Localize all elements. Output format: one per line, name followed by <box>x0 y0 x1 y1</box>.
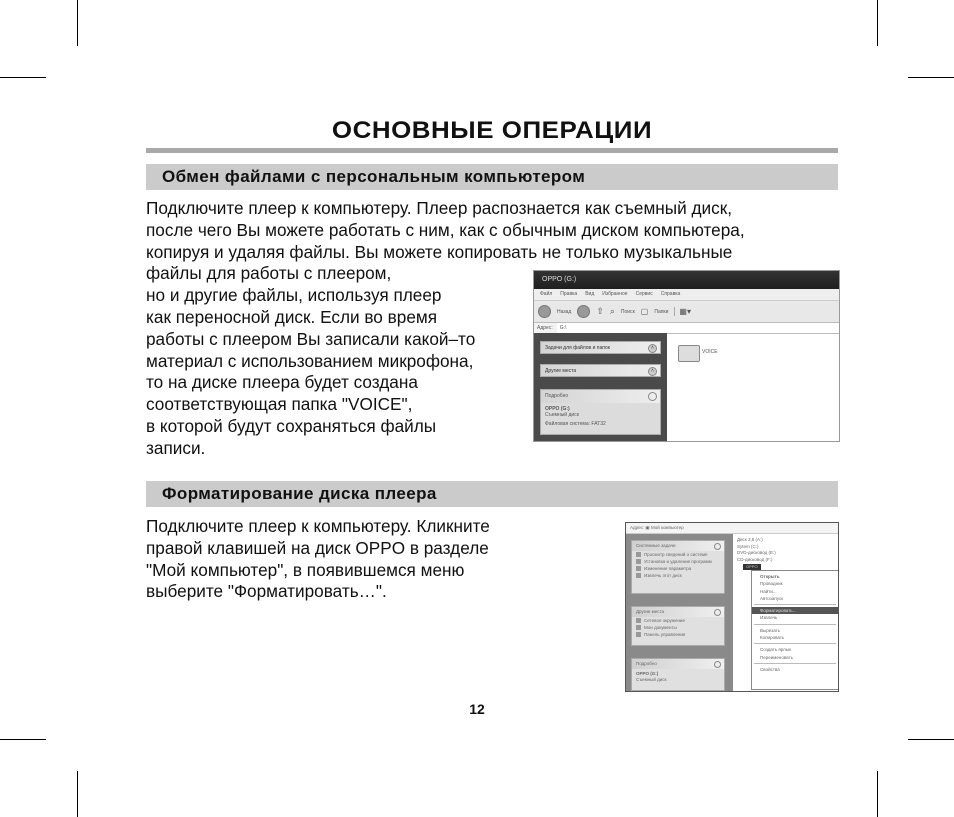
my-computer-screenshot <box>625 522 839 692</box>
context-menu-item: Копировать <box>760 635 785 641</box>
detail-line: OPPO (G:) <box>545 406 570 412</box>
text-line: но и другие файлы, используя плеер <box>146 285 442 306</box>
menu-separator <box>754 604 836 605</box>
panel-title: Подробно <box>636 661 657 666</box>
panel-title: Системные задачи <box>636 543 676 548</box>
search-icon: ⌕ <box>609 306 615 316</box>
chevron-up-icon <box>648 392 657 401</box>
back-label: Назад <box>557 308 572 315</box>
place-item: Сетевое окружение <box>632 617 724 624</box>
text-line: выберите "Форматировать…". <box>146 581 387 602</box>
folder-icon <box>678 345 700 362</box>
text-line: Подключите плеер к компьютеру. Плеер распознается как съемный диск, <box>146 198 733 218</box>
drive-item: CD-дисковод (F:) <box>737 556 773 562</box>
context-menu-item: Найти... <box>760 588 777 594</box>
selected-drive: OPPO <box>743 564 761 570</box>
text-line: Подключите плеер к компьютеру. Кликните <box>146 516 490 536</box>
crop-mark-top-right-horizontal <box>908 77 954 78</box>
drive-item: Sytem (C:) <box>737 543 759 549</box>
task-item: Изменение параметра <box>632 565 724 572</box>
menu-separator <box>754 643 836 644</box>
drive-item: DVD-дисковод (E:) <box>737 550 776 555</box>
address-value: Мой компьютер <box>650 525 684 530</box>
views-icon: ▦▾ <box>674 307 691 316</box>
back-icon <box>538 305 551 318</box>
detail-line: Файловая система: FAT32 <box>545 421 606 427</box>
title-rule <box>146 148 838 153</box>
context-menu-item: Переименовать <box>760 654 793 660</box>
crop-mark-bottom-right-vertical <box>877 771 878 817</box>
section-heading: Обмен файлами с персональным компьютером <box>162 167 586 186</box>
context-menu-item: Свойства <box>760 666 780 672</box>
menu-item: Вид <box>585 291 595 297</box>
detail-line: Съемный диск <box>545 412 579 418</box>
place-item: Панель управления <box>632 631 724 638</box>
crop-mark-top-left-vertical <box>77 0 78 46</box>
section-heading-bar <box>146 481 838 507</box>
search-label: Поиск <box>620 308 635 315</box>
detail-line: Съемный диск <box>636 677 667 682</box>
address-bar <box>626 523 838 534</box>
text-line: работы с плеером Вы записали какой–то <box>146 328 476 349</box>
text-line: "Мой компьютер", в появившемся меню <box>146 559 465 580</box>
text-line: правой клавишей на диск OPPO в разделе <box>146 537 489 558</box>
address-label: Адрес: <box>537 325 553 331</box>
text-line: материал с использованием микрофона, <box>146 350 474 371</box>
menu-item: Правка <box>560 291 578 297</box>
menu-separator <box>754 624 836 625</box>
up-icon: ⇧ <box>596 306 604 316</box>
folder-name: VOICE <box>702 349 718 355</box>
chevron-up-icon <box>714 661 721 668</box>
section2-paragraph <box>146 516 490 603</box>
context-menu-item: Создать ярлык <box>760 647 791 653</box>
context-menu-item: Вырезать <box>760 627 781 633</box>
text-line: копируя и удаляя файлы. Вы можете копировать не только музыкальные <box>146 241 733 262</box>
task-item: Извлечь этот диск <box>632 572 724 579</box>
chevron-up-icon <box>714 609 721 616</box>
task-item: Просмотр сведений о системе <box>632 551 724 558</box>
page-title: ОСНОВНЫЕ ОПЕРАЦИИ <box>331 117 653 144</box>
context-menu-item: Открыть <box>760 574 780 579</box>
task-panel <box>540 341 661 354</box>
other-places-panel <box>631 606 725 646</box>
text-line: как переносной диск. Если во время <box>146 306 438 327</box>
folders-icon: ▢ <box>640 307 649 316</box>
panel-title: Подробно <box>545 393 569 399</box>
folders-label: Папки <box>654 308 669 315</box>
crop-mark-top-right-vertical <box>877 0 878 46</box>
text-line: после чего Вы можете работать с ним, как с обычным диском компьютера, <box>146 219 745 240</box>
menu-item: Файл <box>540 291 553 297</box>
context-menu-item-format: Форматировать... <box>752 607 838 614</box>
drive-item: Диск 3,5 (A:) <box>737 537 763 542</box>
details-panel <box>631 658 725 691</box>
toolbar <box>534 301 839 323</box>
system-tasks-panel <box>631 540 725 594</box>
task-item: Установка и удаление программ <box>632 558 724 565</box>
address-label: Адрес: <box>630 525 645 530</box>
detail-line: OPPO (G:) <box>636 671 659 676</box>
chevron-up-icon: ˄ <box>648 367 657 376</box>
crop-mark-bottom-right-horizontal <box>908 739 954 740</box>
chevron-up-icon <box>714 543 721 550</box>
task-pane <box>626 534 733 691</box>
address-value: G:\ <box>557 323 839 333</box>
panel-title: Другие места <box>545 368 577 374</box>
panel-title: Задачи для файлов и папок <box>545 345 610 351</box>
menu-bar <box>534 289 839 301</box>
menu-separator <box>754 663 836 664</box>
place-item: Мои документы <box>632 624 724 631</box>
computer-icon: ▣ <box>645 525 650 530</box>
menu-item: Избранное <box>602 291 628 297</box>
section-heading-bar <box>146 164 838 190</box>
text-line: то на диске плеера будет создана <box>146 372 418 393</box>
page-number: 12 <box>469 701 485 717</box>
text-line: записи. <box>146 437 206 458</box>
text-line: соответствующая папка "VOICE", <box>146 394 413 415</box>
text-line: в которой будут сохраняться файлы <box>146 415 437 436</box>
text-line: файлы для работы с плеером, <box>146 263 392 284</box>
crop-mark-top-left-horizontal <box>0 77 46 78</box>
context-menu-item: Автозапуск <box>760 595 784 601</box>
crop-mark-bottom-left-vertical <box>77 771 78 817</box>
chevron-up-icon: ˄ <box>648 344 657 353</box>
window-titlebar <box>534 271 839 289</box>
explorer-screenshot <box>533 270 840 442</box>
context-menu-item: Проводник <box>760 581 783 587</box>
menu-item: Справка <box>660 291 681 297</box>
window-title: OPPO (G:) <box>542 276 577 283</box>
task-panel <box>540 364 661 377</box>
panel-title: Другие места <box>636 609 665 614</box>
context-menu <box>751 570 838 690</box>
context-menu-item: Извлечь <box>760 615 778 621</box>
menu-item: Сервис <box>635 291 653 297</box>
crop-mark-bottom-left-horizontal <box>0 739 46 740</box>
drive-list <box>737 537 776 563</box>
forward-icon <box>577 305 590 318</box>
details-panel <box>540 389 661 435</box>
section-heading: Форматирование диска плеера <box>162 484 437 503</box>
task-pane <box>534 333 667 441</box>
